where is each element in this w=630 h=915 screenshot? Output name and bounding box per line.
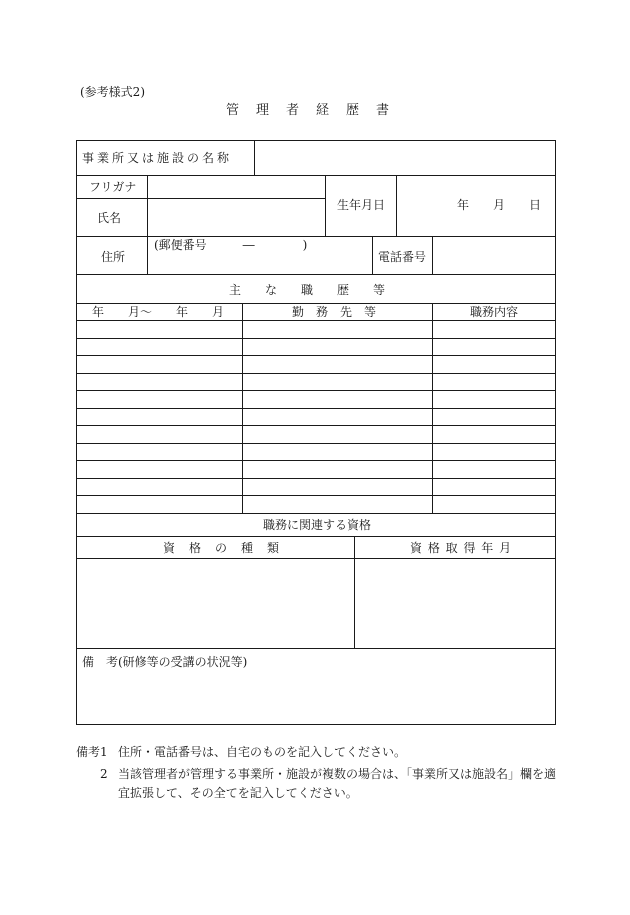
career-rows[interactable] — [77, 321, 554, 512]
phone-field[interactable] — [433, 237, 554, 273]
qualification-type-field[interactable] — [77, 559, 353, 647]
page-title: 管 理 者 経 歴 書 — [226, 103, 392, 118]
qualification-date-field[interactable] — [355, 559, 554, 647]
facility-name-label: 事業所又は施設の名称 — [82, 151, 233, 165]
address-label: 住所 — [101, 250, 126, 264]
qualification-col-date: 資 格 取 得 年 月 — [410, 541, 513, 555]
facility-name-field[interactable] — [255, 141, 554, 174]
birth-label: 生年月日 — [337, 198, 386, 212]
note-2-line-2: 宜拡張して、その全てを記入してください。 — [118, 786, 358, 800]
remarks-field[interactable] — [77, 672, 554, 723]
birth-date-format: 年 月 日 — [457, 198, 542, 212]
address-field[interactable] — [148, 237, 371, 273]
notes-heading: 備考1 — [76, 745, 108, 759]
furigana-label: フリガナ — [89, 180, 137, 194]
postal-code-label: (郵便番号 ― ) — [154, 238, 308, 252]
name-field[interactable] — [148, 199, 324, 235]
qualification-header: 職務に関連する資格 — [263, 518, 372, 532]
phone-label: 電話番号 — [378, 250, 427, 264]
note-1: 住所・電話番号は、自宅のものを記入してください。 — [118, 745, 407, 759]
career-col-period: 年 月～ 年 月 — [92, 305, 225, 319]
career-col-duty: 職務内容 — [470, 305, 519, 319]
remarks-label: 備 考(研修等の受講の状況等) — [82, 655, 248, 669]
name-label: 氏名 — [97, 211, 122, 225]
note-2-number: 2 — [100, 767, 108, 781]
career-header: 主 な 職 歴 等 — [229, 283, 386, 297]
furigana-field[interactable] — [148, 176, 324, 197]
career-col-workplace: 勤 務 先 等 — [292, 305, 377, 319]
qualification-col-type: 資 格 の 種 類 — [163, 541, 281, 555]
reference-label: (参考様式2) — [80, 85, 145, 99]
note-2-line-1: 当該管理者が管理する事業所・施設が複数の場合は、「事業所又は施設名」欄を適 — [118, 767, 557, 781]
birth-date-field[interactable] — [397, 176, 554, 235]
